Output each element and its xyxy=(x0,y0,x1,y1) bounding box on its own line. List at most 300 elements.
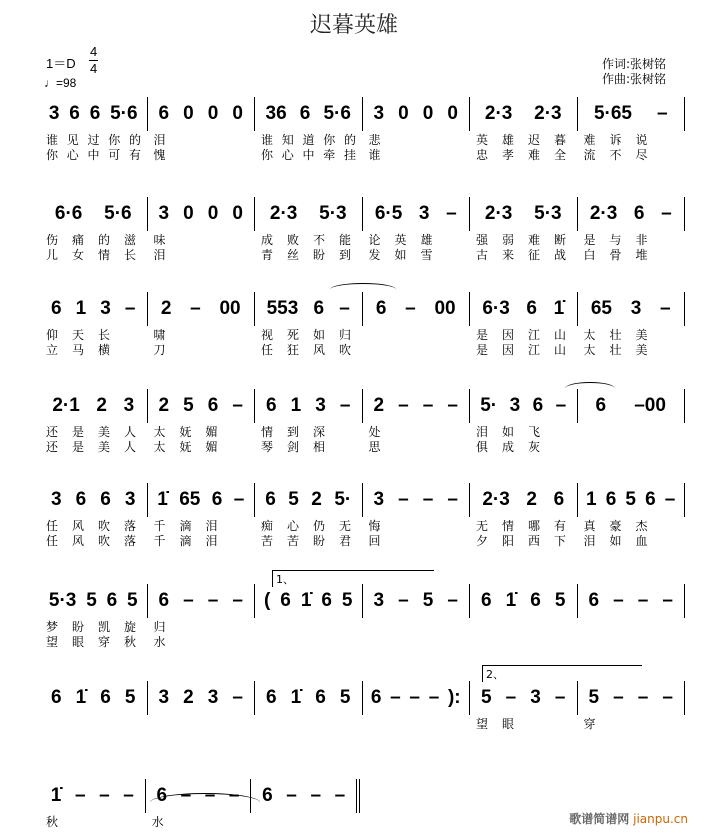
note: – xyxy=(555,395,567,416)
note: – xyxy=(207,590,219,611)
note: 0 xyxy=(447,103,458,124)
note: – xyxy=(409,687,420,708)
note: – xyxy=(180,785,192,806)
score-row xyxy=(40,97,685,162)
note: – xyxy=(422,395,434,416)
measure xyxy=(578,681,686,731)
lyric-line: 痴心仍无 xyxy=(261,519,366,533)
note: – xyxy=(232,687,243,708)
note: 6 xyxy=(530,590,541,611)
note: 5 xyxy=(339,687,351,708)
note: 3 xyxy=(509,395,521,416)
lyric-line: 是因江山 xyxy=(476,328,581,342)
lyricist-credit: 作词:张树铭 xyxy=(601,57,666,71)
lyric-line: 琴剑相 xyxy=(261,440,340,454)
note: 5·3 xyxy=(48,590,77,611)
watermark-url: jianpu.cn xyxy=(633,812,688,826)
lyric-line: 发如雪 xyxy=(368,248,447,262)
measure-notes xyxy=(470,681,577,715)
lyric-line: 你心中牵挂 xyxy=(261,148,365,162)
note: – xyxy=(123,785,134,806)
measure-notes xyxy=(148,197,255,231)
composer-credit: 作曲:张树铭 xyxy=(601,72,666,86)
lyric-line: 归 xyxy=(153,620,166,634)
measure xyxy=(255,483,366,548)
note: 1 xyxy=(586,489,597,510)
note: 5 xyxy=(422,590,434,611)
lyric-line: 苦苦盼君 xyxy=(261,534,366,548)
lyric-line: 视死如归 xyxy=(261,328,366,342)
lyric-line: 秋 xyxy=(46,815,59,829)
note: 6 xyxy=(158,103,170,124)
measure-notes xyxy=(148,483,255,517)
measure xyxy=(148,197,256,262)
note: – xyxy=(228,785,240,806)
measure xyxy=(363,197,471,262)
note: – xyxy=(99,785,110,806)
note: 2·3 xyxy=(482,489,510,510)
note: 6 xyxy=(266,395,277,416)
measure-notes xyxy=(363,681,470,715)
measure xyxy=(470,197,581,262)
time-signature xyxy=(89,44,98,77)
lyric-line: 悲 xyxy=(368,133,381,147)
note: – xyxy=(74,785,86,806)
note: – xyxy=(664,489,676,510)
note: – xyxy=(447,489,458,510)
lyric-line: 白骨堆 xyxy=(583,248,662,262)
volta-2-label: 2、 xyxy=(486,668,504,681)
watermark-cn: 歌谱简谱网 xyxy=(569,812,630,826)
measure-notes xyxy=(40,483,147,517)
note: 2 xyxy=(311,489,322,510)
measure xyxy=(251,779,360,813)
note: 6 xyxy=(645,489,656,510)
note: – xyxy=(660,298,671,319)
lyric-line: 刀 xyxy=(153,343,166,357)
note: 5·6 xyxy=(323,103,351,124)
note: 0 xyxy=(232,103,243,124)
lyric-line: 强弱难断 xyxy=(476,233,581,247)
note: 1 xyxy=(75,298,87,319)
time-bottom: 4 xyxy=(90,61,98,76)
note: – xyxy=(613,590,624,611)
lyric-line: 水 xyxy=(153,635,166,649)
lyric-line: 俱成灰 xyxy=(476,440,555,454)
lyric-line: 任狂风吹 xyxy=(261,343,366,357)
note: 6 xyxy=(265,489,276,510)
note: – xyxy=(447,395,458,416)
note: 6 xyxy=(51,687,62,708)
note: – xyxy=(190,298,201,319)
measure xyxy=(40,681,148,715)
lyric-line: 是因江山 xyxy=(476,343,581,357)
volta-2 xyxy=(482,665,642,682)
measure xyxy=(148,584,256,649)
note: 6 xyxy=(207,395,219,416)
measure-notes xyxy=(40,584,147,618)
note: –00 xyxy=(634,395,666,416)
note: 6 xyxy=(262,785,273,806)
note: 65 xyxy=(179,489,201,510)
lyric-line: 真豪杰 xyxy=(583,519,662,533)
measure-notes xyxy=(578,483,685,517)
note: 6 xyxy=(481,590,492,611)
measure-notes xyxy=(470,389,577,423)
note: – xyxy=(334,785,346,806)
note: 2 xyxy=(158,395,170,416)
lyric-line: 还是美人 xyxy=(46,440,151,454)
measure xyxy=(255,389,363,454)
measure-notes xyxy=(255,389,362,423)
note: – xyxy=(204,785,216,806)
note: 2 xyxy=(183,687,194,708)
measure-notes xyxy=(40,97,147,131)
measure xyxy=(363,97,471,162)
note: 3 xyxy=(48,103,60,124)
note: 6 xyxy=(156,785,168,806)
lyric-line: 任风吹落 xyxy=(46,534,151,548)
note: – xyxy=(183,590,194,611)
measure xyxy=(255,97,365,162)
measure-notes xyxy=(40,779,145,813)
lyric-line: 流不尽 xyxy=(583,148,662,162)
measure xyxy=(363,389,471,454)
lyric-line: 情到深 xyxy=(261,425,340,439)
note: 2 xyxy=(160,298,172,319)
note: 2 xyxy=(526,489,537,510)
measure xyxy=(578,584,686,618)
note: 5 xyxy=(124,687,136,708)
measure xyxy=(255,584,363,618)
note: 5·6 xyxy=(104,203,132,224)
note: 6 xyxy=(266,687,277,708)
note: 6·6 xyxy=(54,203,83,224)
note: 5·65 xyxy=(593,103,632,124)
measure xyxy=(255,292,366,357)
note: 6 xyxy=(526,298,537,319)
measure-notes xyxy=(578,97,685,131)
lyric-line: 古来征战 xyxy=(476,248,581,262)
lyric-line: 千滴泪 xyxy=(153,534,232,548)
note: 3 xyxy=(373,103,385,124)
lyric-line: 思 xyxy=(368,440,381,454)
tempo-mark: ♩=98 xyxy=(44,76,77,90)
note: 2·3 xyxy=(589,203,618,224)
measure xyxy=(578,197,686,262)
lyric-line: 梦盼凯旋 xyxy=(46,620,151,634)
key-signature: 1＝D xyxy=(46,56,76,71)
lyric-line: 忠孝难全 xyxy=(476,148,581,162)
measure xyxy=(40,779,146,829)
measure-notes xyxy=(255,292,362,326)
note: 1̇ xyxy=(50,785,62,806)
lyric-line: 谁见过你的 xyxy=(46,133,150,147)
note: 3 xyxy=(124,489,136,510)
note: 2·3 xyxy=(534,103,562,124)
note: 3 xyxy=(158,203,170,224)
measure xyxy=(40,584,151,649)
note: 1̇ xyxy=(300,590,312,611)
note: 553 xyxy=(266,298,299,319)
measure-notes xyxy=(40,197,147,231)
measure xyxy=(40,292,148,357)
measure-notes xyxy=(470,584,577,618)
lyric-line: 泪如飞 xyxy=(476,425,555,439)
note: – xyxy=(405,298,416,319)
note: 0 xyxy=(232,203,243,224)
note: 5·3 xyxy=(534,203,562,224)
lyric-line: 泪 xyxy=(153,248,166,262)
lyric-line: 望眼 xyxy=(476,717,529,731)
note: – xyxy=(398,590,409,611)
note: – xyxy=(232,590,243,611)
measure xyxy=(146,779,252,829)
lyric-line: 回 xyxy=(368,534,381,548)
note: 0 xyxy=(207,203,219,224)
note: 0 xyxy=(398,103,409,124)
note: 6 xyxy=(313,298,325,319)
measure xyxy=(255,681,363,715)
measure xyxy=(148,292,256,357)
note: 6 xyxy=(211,489,223,510)
note: 2 xyxy=(373,395,385,416)
measure xyxy=(363,584,471,618)
note: 1̇ xyxy=(290,687,302,708)
lyric-line: 太壮美 xyxy=(583,343,662,357)
measure-notes xyxy=(578,389,685,423)
lyric-line: 泪 xyxy=(153,133,166,147)
lyric-line: 处 xyxy=(368,425,381,439)
lyric-line: 任风吹落 xyxy=(46,519,151,533)
measure xyxy=(470,681,578,731)
note: – xyxy=(390,687,401,708)
measure xyxy=(470,483,581,548)
note: 5 xyxy=(625,489,636,510)
measure-notes xyxy=(255,584,362,618)
note: 5· xyxy=(480,395,498,416)
note: – xyxy=(661,203,672,224)
time-top: 4 xyxy=(90,44,98,59)
note: 6·5 xyxy=(374,203,403,224)
note: 2·3 xyxy=(269,203,298,224)
measure-notes xyxy=(470,97,577,131)
note: 3 xyxy=(530,687,541,708)
note: 6 xyxy=(633,203,645,224)
note: 6 xyxy=(75,489,87,510)
measure xyxy=(470,389,578,454)
note: 6 xyxy=(100,687,111,708)
note: ): xyxy=(447,687,461,708)
note: – xyxy=(446,203,457,224)
song-title: 迟暮英雄 xyxy=(309,13,398,38)
note: – xyxy=(339,298,350,319)
measure-notes xyxy=(470,483,577,517)
lyric-line: 成败不能 xyxy=(261,233,366,247)
measure xyxy=(578,292,686,357)
note: 1̇ xyxy=(75,687,87,708)
measure xyxy=(470,97,581,162)
measure-notes xyxy=(255,197,362,231)
lyric-line: 太妩媚 xyxy=(153,440,232,454)
note: 3 xyxy=(315,395,326,416)
note: 1̇ xyxy=(553,298,565,319)
measure xyxy=(148,681,256,715)
lyric-line: 谁 xyxy=(368,148,381,162)
note: 6 xyxy=(605,489,617,510)
note: 2 xyxy=(96,395,107,416)
measure-notes xyxy=(148,292,255,326)
note: – xyxy=(398,489,409,510)
lyric-line: 仰天长 xyxy=(46,328,125,342)
lyric-line: 你心中可有 xyxy=(46,148,150,162)
note: 6 xyxy=(315,687,326,708)
measure-notes xyxy=(578,681,685,715)
note: – xyxy=(398,395,409,416)
lyric-line: 还是美人 xyxy=(46,425,151,439)
note: 5 xyxy=(288,489,299,510)
lyric-line: 泪如血 xyxy=(583,534,662,548)
note: 3 xyxy=(207,687,219,708)
note: 0 xyxy=(183,203,194,224)
note: 6 xyxy=(370,687,382,708)
note: 6 xyxy=(532,395,544,416)
note: 0 xyxy=(183,103,194,124)
measure xyxy=(363,483,471,548)
note: 6 xyxy=(280,590,291,611)
score-row xyxy=(40,292,685,357)
note: – xyxy=(428,687,440,708)
measure xyxy=(363,292,471,326)
measure xyxy=(470,584,578,618)
note: 1̇ xyxy=(505,590,517,611)
score-row xyxy=(40,197,685,262)
measure-notes xyxy=(363,197,470,231)
lyric-line: 味 xyxy=(153,233,166,247)
note: 2·1 xyxy=(52,395,80,416)
measure xyxy=(578,389,686,423)
measure-notes xyxy=(255,483,362,517)
note: 1 xyxy=(290,395,302,416)
measure-notes xyxy=(470,197,577,231)
note: 0 xyxy=(422,103,434,124)
lyric-line: 千滴泪 xyxy=(153,519,232,533)
measure xyxy=(148,389,256,454)
note: 00 xyxy=(219,298,241,319)
note: – xyxy=(233,489,245,510)
note: 6 xyxy=(100,489,111,510)
score-row xyxy=(40,389,685,454)
note: – xyxy=(613,687,624,708)
note: 6 xyxy=(299,103,311,124)
measure-notes xyxy=(363,292,470,326)
measure-notes xyxy=(578,584,685,618)
note: 5·3 xyxy=(319,203,347,224)
note: – xyxy=(656,103,668,124)
note: 6 xyxy=(375,298,387,319)
measure-notes xyxy=(148,389,255,423)
note: 5 xyxy=(341,590,353,611)
measure-notes xyxy=(148,584,255,618)
note: 6 xyxy=(69,103,80,124)
measure xyxy=(255,197,366,262)
note: – xyxy=(124,298,136,319)
note: 6 xyxy=(51,298,62,319)
measure-notes xyxy=(251,779,356,813)
measure xyxy=(470,292,581,357)
measure xyxy=(40,389,151,454)
measure-notes xyxy=(255,97,362,131)
measure xyxy=(40,197,151,262)
lyric-line: 水 xyxy=(151,815,164,829)
note: 5 xyxy=(481,687,492,708)
note: – xyxy=(310,785,322,806)
note: – xyxy=(447,590,458,611)
measure-notes xyxy=(148,97,255,131)
note: 00 xyxy=(434,298,456,319)
lyric-line: 无情哪有 xyxy=(476,519,581,533)
note: – xyxy=(637,590,649,611)
note: 5· xyxy=(334,489,352,510)
note: 6 xyxy=(321,590,332,611)
lyric-line: 谁知道你的 xyxy=(261,133,365,147)
note: 5 xyxy=(126,590,138,611)
measure-notes xyxy=(40,681,147,715)
measure xyxy=(148,483,256,548)
note: 65 xyxy=(590,298,612,319)
note: – xyxy=(232,395,243,416)
measure-notes xyxy=(40,292,147,326)
note: – xyxy=(339,395,351,416)
note: 6 xyxy=(595,395,607,416)
note: 3 xyxy=(51,489,62,510)
score-row xyxy=(40,483,685,548)
lyric-line: 夕阳西下 xyxy=(476,534,581,548)
measure-notes xyxy=(146,779,251,813)
note: 5 xyxy=(86,590,97,611)
measure-notes xyxy=(255,681,362,715)
measure-notes xyxy=(363,389,470,423)
measure xyxy=(148,97,256,162)
measure xyxy=(40,97,150,162)
note: 3 xyxy=(418,203,430,224)
measure-notes xyxy=(363,584,470,618)
measure xyxy=(578,483,686,548)
volta-1-label: 1、 xyxy=(276,573,294,586)
note: 2·3 xyxy=(484,103,513,124)
note: – xyxy=(554,687,566,708)
watermark xyxy=(569,810,688,827)
note: 5 xyxy=(554,590,566,611)
score-row xyxy=(40,779,360,829)
lyric-line: 难诉说 xyxy=(583,133,662,147)
note: 3 xyxy=(630,298,642,319)
note: 6 xyxy=(553,489,565,510)
lyric-line: 啸 xyxy=(153,328,166,342)
measure xyxy=(40,483,151,548)
note: 6 xyxy=(158,590,170,611)
note: ( xyxy=(263,590,271,611)
note: 6·3 xyxy=(482,298,510,319)
lyric-line: 愧 xyxy=(153,148,166,162)
note: 6 xyxy=(89,103,101,124)
lyric-line: 悔 xyxy=(368,519,381,533)
note: 3 xyxy=(158,687,170,708)
lyric-line: 太妩媚 xyxy=(153,425,232,439)
measure-notes xyxy=(578,292,685,326)
note: 3 xyxy=(123,395,135,416)
note: 6 xyxy=(106,590,118,611)
